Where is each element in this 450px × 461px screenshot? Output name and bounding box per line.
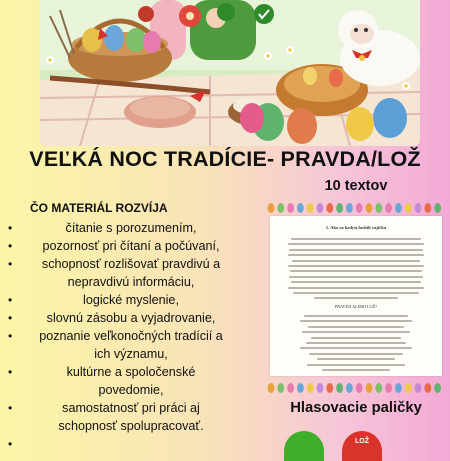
easter-egg-icon (287, 383, 294, 393)
section-heading: ČO MATERIÁL ROZVÍJA (30, 201, 168, 215)
false-paddle-label: LOŽ (355, 438, 369, 445)
easter-egg-icon (326, 203, 333, 213)
easter-egg-icon (415, 383, 422, 393)
list-item (0, 309, 262, 327)
easter-egg-icon (346, 203, 353, 213)
easter-egg-icon (317, 203, 324, 213)
easter-egg-icon (356, 383, 363, 393)
easter-egg-icon (317, 383, 324, 393)
easter-egg-border-bottom (265, 380, 445, 396)
list-item-text: ich významu, (94, 347, 168, 361)
easter-egg-icon (268, 203, 275, 213)
easter-egg-icon (346, 383, 353, 393)
list-item (0, 219, 262, 237)
easter-egg-icon (434, 203, 441, 213)
list-item-text: pozornosť pri čítaní a počúvaní, (42, 239, 220, 253)
easter-egg-icon (268, 383, 275, 393)
list-item (0, 237, 262, 255)
worksheet-title: 1. Ako sa kedysi farbili vajíčka (325, 225, 387, 230)
easter-egg-icon (424, 203, 431, 213)
bullet-icon: • (8, 311, 13, 325)
easter-egg-icon (297, 383, 304, 393)
worksheet-answer-block (300, 315, 412, 374)
easter-egg-icon (336, 383, 343, 393)
easter-egg-icon (405, 383, 412, 393)
voting-sticks-heading: Hlasovacie paličky (290, 400, 422, 416)
easter-egg-icon (366, 203, 373, 213)
easter-egg-icon (434, 383, 441, 393)
bullet-icon: • (8, 365, 13, 379)
list-item-text: kultúrne a spoločenské (66, 365, 196, 379)
bullet-icon: • (8, 239, 13, 253)
list-item (0, 273, 262, 291)
list-item-text: samostatnosť pri práci aj (62, 401, 200, 415)
easter-egg-icon (385, 203, 392, 213)
easter-egg-icon (405, 203, 412, 213)
list-item-text: čítanie s porozumením, (65, 221, 197, 235)
list-item (0, 345, 262, 363)
easter-egg-icon (424, 383, 431, 393)
list-item (0, 255, 262, 273)
easter-egg-icon (395, 383, 402, 393)
bullet-icon: • (8, 437, 13, 451)
true-voting-paddle (284, 431, 324, 461)
bullet-icon: • (8, 257, 13, 271)
easter-egg-icon (277, 383, 284, 393)
list-item-text: logické myslenie, (83, 293, 179, 307)
list-item (0, 291, 262, 309)
list-item-text: povedomie, (98, 383, 164, 397)
list-item-text: slovnú zásobu a vyjadrovanie, (46, 311, 216, 325)
list-item-text: nepravdivú informáciu, (67, 275, 195, 289)
easter-egg-icon (366, 383, 373, 393)
page-title: VEĽKÁ NOC TRADÍCIE- PRAVDA/LOŽ (29, 147, 421, 171)
bullet-icon: • (8, 329, 13, 343)
list-item-text: schopnosť spolupracovať. (58, 419, 204, 433)
bullet-icon: • (8, 401, 13, 415)
list-item-text: poznanie veľkonočných tradícií a (39, 329, 223, 343)
easter-egg-icon (395, 203, 402, 213)
easter-egg-icon (375, 383, 382, 393)
worksheet-preview (270, 216, 442, 376)
list-item (0, 435, 262, 453)
bullet-icon: • (8, 221, 13, 235)
easter-egg-icon (277, 203, 284, 213)
materials-list (0, 219, 262, 453)
list-item (0, 363, 262, 381)
easter-egg-icon (287, 203, 294, 213)
list-item (0, 381, 262, 399)
easter-scene-illustration (40, 0, 420, 146)
easter-egg-icon (307, 383, 314, 393)
easter-egg-border-top (265, 200, 445, 216)
worksheet-subtitle: PRAVDA ALEBO LOŽ? (334, 304, 378, 309)
easter-egg-icon (336, 203, 343, 213)
easter-egg-icon (385, 383, 392, 393)
worksheet-text-block (288, 238, 424, 303)
false-voting-paddle (342, 431, 382, 461)
easter-egg-icon (415, 203, 422, 213)
easter-egg-icon (375, 203, 382, 213)
list-item-text: schopnosť rozlišovať pravdivú a (41, 257, 221, 271)
easter-egg-icon (307, 203, 314, 213)
list-item (0, 399, 262, 417)
bullet-icon: • (8, 293, 13, 307)
easter-egg-icon (356, 203, 363, 213)
text-count-label: 10 textov (324, 178, 388, 194)
easter-egg-icon (326, 383, 333, 393)
list-item (0, 327, 262, 345)
easter-egg-icon (297, 203, 304, 213)
list-item (0, 417, 262, 435)
